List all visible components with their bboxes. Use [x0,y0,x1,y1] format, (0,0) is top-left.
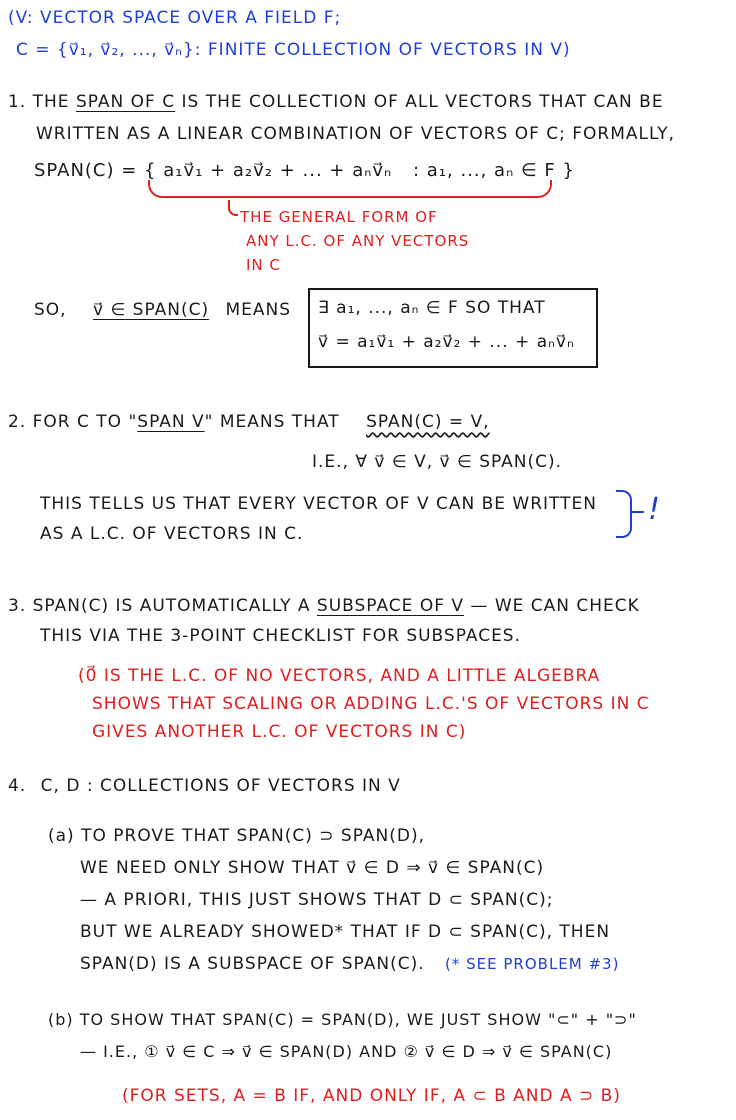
item-3-text-b: — WE CAN CHECK [470,596,640,616]
so-statement [34,300,291,320]
subspace-term: SUBSPACE OF V [316,596,465,616]
definition-box [308,288,598,368]
definition-box-line-2: v⃗ = a₁v⃗₁ + a₂v⃗₂ + ... + aₙv⃗ₙ [318,332,575,352]
item-3-line-1 [8,596,640,616]
span-of-c-term: SPAN OF C [75,92,176,112]
item-4-text: C, D : COLLECTIONS OF VECTORS IN V [40,776,401,796]
item-4a-line-4: BUT WE ALREADY SHOWED* THAT IF D ⊂ SPAN(C), THEN [80,922,611,942]
item-3-number: 3. [8,596,27,616]
span-formula [34,160,575,181]
span-v-term: SPAN V [137,412,205,432]
span-formula-rhs: : a₁, ..., aₙ ∈ F } [412,160,575,181]
header-line-1: (V: VECTOR SPACE OVER A FIELD F; [8,8,342,28]
item-3-note-1: (0⃗ IS THE L.C. OF NO VECTORS, AND A LITTLE ALGEBRA [78,666,601,686]
general-form-brace [148,180,552,198]
item-3-line-2: THIS VIA THE 3-POINT CHECKLIST FOR SUBSPACES. [40,626,522,646]
item-4-line-1 [8,776,401,796]
span-formula-lhs: SPAN(C) = { [34,160,157,181]
span-c-equals-v: SPAN(C) = V, [366,412,490,432]
item-1-line-1 [8,92,664,112]
general-form-arrow [228,200,238,216]
item-2-line-3: THIS TELLS US THAT EVERY VECTOR OF V CAN BE WRITTEN [40,494,597,514]
general-form-note-2: ANY L.C. OF ANY VECTORS [246,232,470,250]
means-word: MEANS [225,300,292,320]
item-4a-line-5 [80,954,619,974]
item-3-text-a: SPAN(C) IS AUTOMATICALLY A [32,596,311,616]
item-1-text-b: IS THE COLLECTION OF ALL VECTORS THAT CAN BE [181,92,664,112]
item-4b-line-1: (b) TO SHOW THAT SPAN(C) = SPAN(D), WE JUST SHOW "⊂" + "⊃" [48,1010,637,1029]
item-1-line-2: WRITTEN AS A LINEAR COMBINATION OF VECTORS OF C; FORMALLY, [36,124,676,144]
definition-box-line-1: ∃ a₁, ..., aₙ ∈ F SO THAT [318,298,546,318]
exclamation-mark: ! [648,492,661,527]
so-word: SO, [34,300,67,320]
item-2-text-b: " MEANS THAT [204,412,340,432]
item-4a-line-3: — A PRIORI, THIS JUST SHOWS THAT D ⊂ SPAN(C); [80,890,554,910]
item-2-line-1 [8,412,490,432]
span-formula-mid: a₁v⃗₁ + a₂v⃗₂ + ... + aₙv⃗ₙ [163,160,393,181]
general-form-note-1: THE GENERAL FORM OF [240,208,438,226]
item-4-number: 4. [8,776,27,796]
v-in-span: v⃗ ∈ SPAN(C) [92,300,210,320]
general-form-note-3: IN C [246,256,281,274]
item-1-text-a: THE [32,92,70,112]
item-2-ie: I.E., ∀ v⃗ ∈ V, v⃗ ∈ SPAN(C). [312,452,563,472]
item-4a-conclusion: SPAN(D) IS A SUBSPACE OF SPAN(C). [80,954,425,974]
item-4a-line-1: (a) TO PROVE THAT SPAN(C) ⊃ SPAN(D), [48,826,425,846]
item-2-line-4: AS A L.C. OF VECTORS IN C. [40,524,304,544]
item-2-number: 2. [8,412,27,432]
emphasis-brace-tip [630,511,644,513]
item-2-text-a: FOR C TO " [32,412,138,432]
emphasis-brace [616,490,632,538]
item-3-note-3: GIVES ANOTHER L.C. OF VECTORS IN C) [92,722,467,742]
see-problem-note: (* SEE PROBLEM #3) [445,955,620,973]
sets-equality-note: (FOR SETS, A = B IF, AND ONLY IF, A ⊂ B AND A ⊃ B) [122,1086,621,1106]
item-4b-line-2: — I.E., ① v⃗ ∈ C ⇒ v⃗ ∈ SPAN(D) AND ② v⃗ ∈ D ⇒ v⃗ ∈ SPAN(C) [80,1042,613,1061]
item-1-number: 1. [8,92,27,112]
item-3-note-2: SHOWS THAT SCALING OR ADDING L.C.'S OF VECTORS IN C [92,694,650,714]
item-4a-line-2: WE NEED ONLY SHOW THAT v⃗ ∈ D ⇒ v⃗ ∈ SPAN(C) [80,858,545,878]
header-line-2: C = {v⃗₁, v⃗₂, ..., v⃗ₙ}: FINITE COLLECTION OF VECTORS IN V) [16,40,571,60]
